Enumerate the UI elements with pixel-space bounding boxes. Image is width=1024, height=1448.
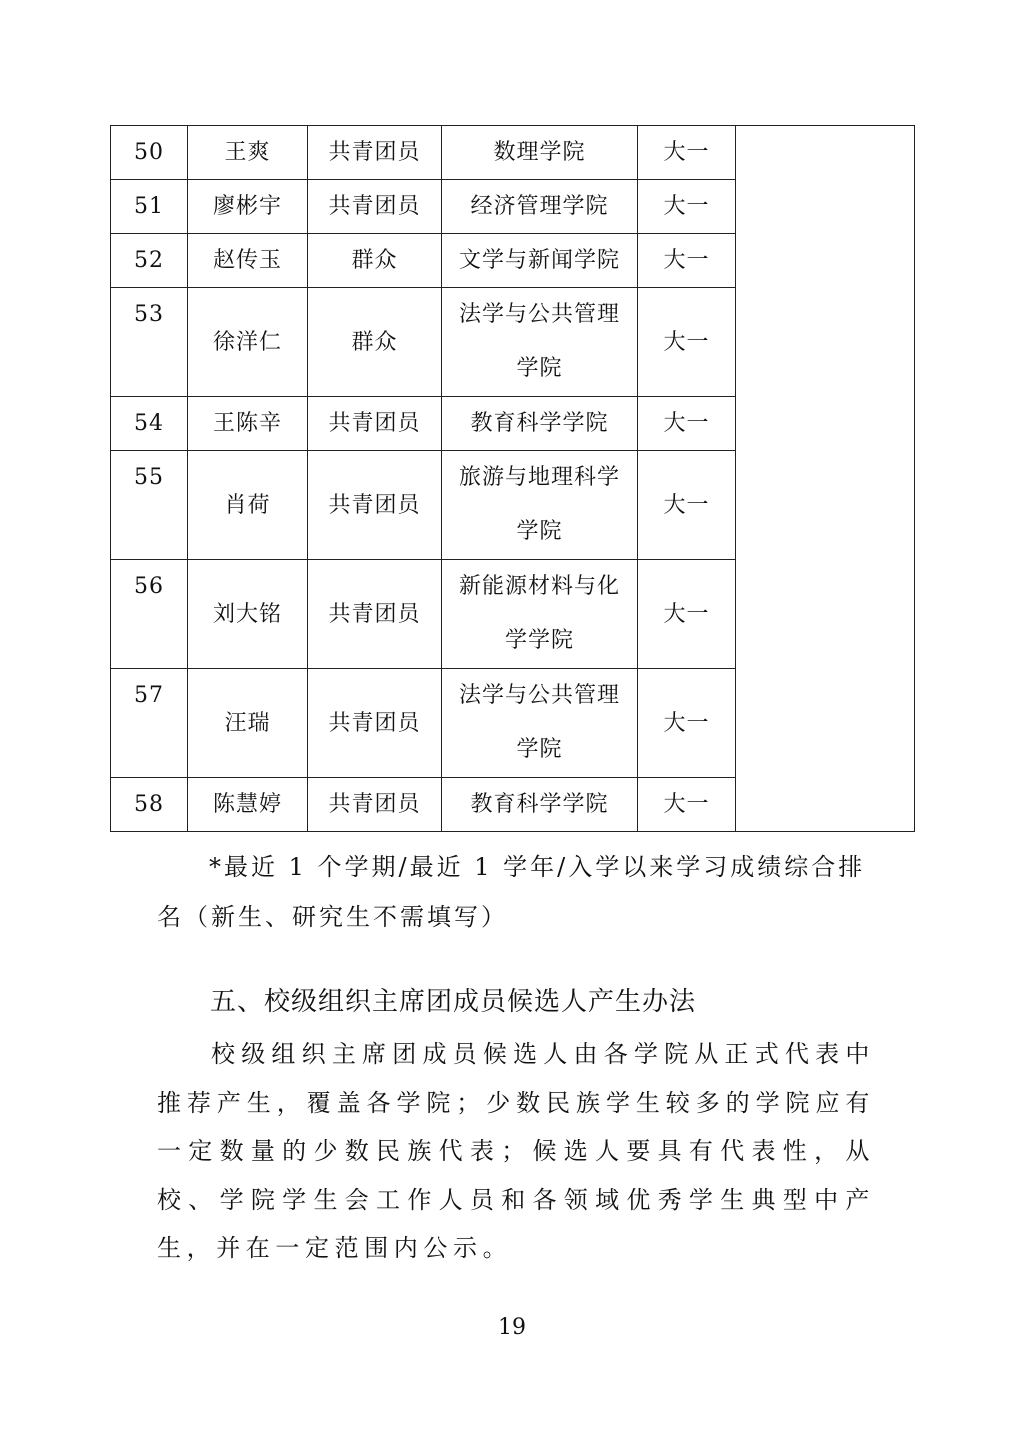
table-footnote — [157, 842, 877, 942]
row-political-status: 共青团员 — [308, 180, 442, 234]
row-college: 旅游与地理科学学院 — [442, 451, 638, 560]
row-political-status: 共青团员 — [308, 397, 442, 451]
row-college: 文学与新闻学院 — [442, 234, 638, 288]
section-body: 校级组织主席团成员候选人由各学院从正式代表中推荐产生，覆盖各学院；少数民族学生较多的学院应有一定数量的少数民族代表；候选人要具有代表性，从校、学院学生会工作人员和各领域优秀学生典型中产生，并在一定范围内公示。 — [157, 1040, 875, 1262]
row-number: 51 — [111, 180, 188, 234]
row-name: 廖彬宇 — [188, 180, 308, 234]
row-college: 教育科学学院 — [442, 778, 638, 832]
row-grade: 大一 — [638, 451, 736, 560]
row-college: 法学与公共管理学院 — [442, 288, 638, 397]
row-grade: 大一 — [638, 397, 736, 451]
row-number: 50 — [111, 126, 188, 180]
row-name: 赵传玉 — [188, 234, 308, 288]
table-row — [111, 126, 915, 180]
row-grade: 大一 — [638, 180, 736, 234]
row-political-status: 共青团员 — [308, 126, 442, 180]
row-college: 新能源材料与化学学院 — [442, 560, 638, 669]
row-political-status: 共青团员 — [308, 778, 442, 832]
row-number: 56 — [111, 560, 188, 669]
row-number: 52 — [111, 234, 188, 288]
row-political-status: 群众 — [308, 234, 442, 288]
row-number: 55 — [111, 451, 188, 560]
row-political-status: 共青团员 — [308, 560, 442, 669]
row-name: 肖荷 — [188, 451, 308, 560]
row-political-status: 群众 — [308, 288, 442, 397]
footnote-line-2: 名（新生、研究生不需填写） — [157, 903, 508, 931]
row-name: 刘大铭 — [188, 560, 308, 669]
row-college: 教育科学学院 — [442, 397, 638, 451]
row-name: 汪瑞 — [188, 669, 308, 778]
row-college: 法学与公共管理学院 — [442, 669, 638, 778]
row-grade: 大一 — [638, 234, 736, 288]
remarks-column — [736, 126, 915, 832]
row-grade: 大一 — [638, 560, 736, 669]
page-number: 19 — [498, 1315, 526, 1340]
row-number: 58 — [111, 778, 188, 832]
row-name: 王爽 — [188, 126, 308, 180]
row-political-status: 共青团员 — [308, 451, 442, 560]
row-number: 54 — [111, 397, 188, 451]
section-heading: 五、校级组织主席团成员候选人产生办法 — [210, 987, 697, 1017]
row-grade: 大一 — [638, 778, 736, 832]
row-name: 徐洋仁 — [188, 288, 308, 397]
row-grade: 大一 — [638, 288, 736, 397]
candidate-table — [110, 125, 915, 832]
row-college: 数理学院 — [442, 126, 638, 180]
row-name: 陈慧婷 — [188, 778, 308, 832]
row-grade: 大一 — [638, 669, 736, 778]
row-name: 王陈辛 — [188, 397, 308, 451]
row-college: 经济管理学院 — [442, 180, 638, 234]
row-number: 53 — [111, 288, 188, 397]
row-political-status: 共青团员 — [308, 669, 442, 778]
footnote-line-1: *最近 1 个学期/最近 1 学年/入学以来学习成绩综合排 — [209, 853, 866, 881]
row-number: 57 — [111, 669, 188, 778]
row-grade: 大一 — [638, 126, 736, 180]
